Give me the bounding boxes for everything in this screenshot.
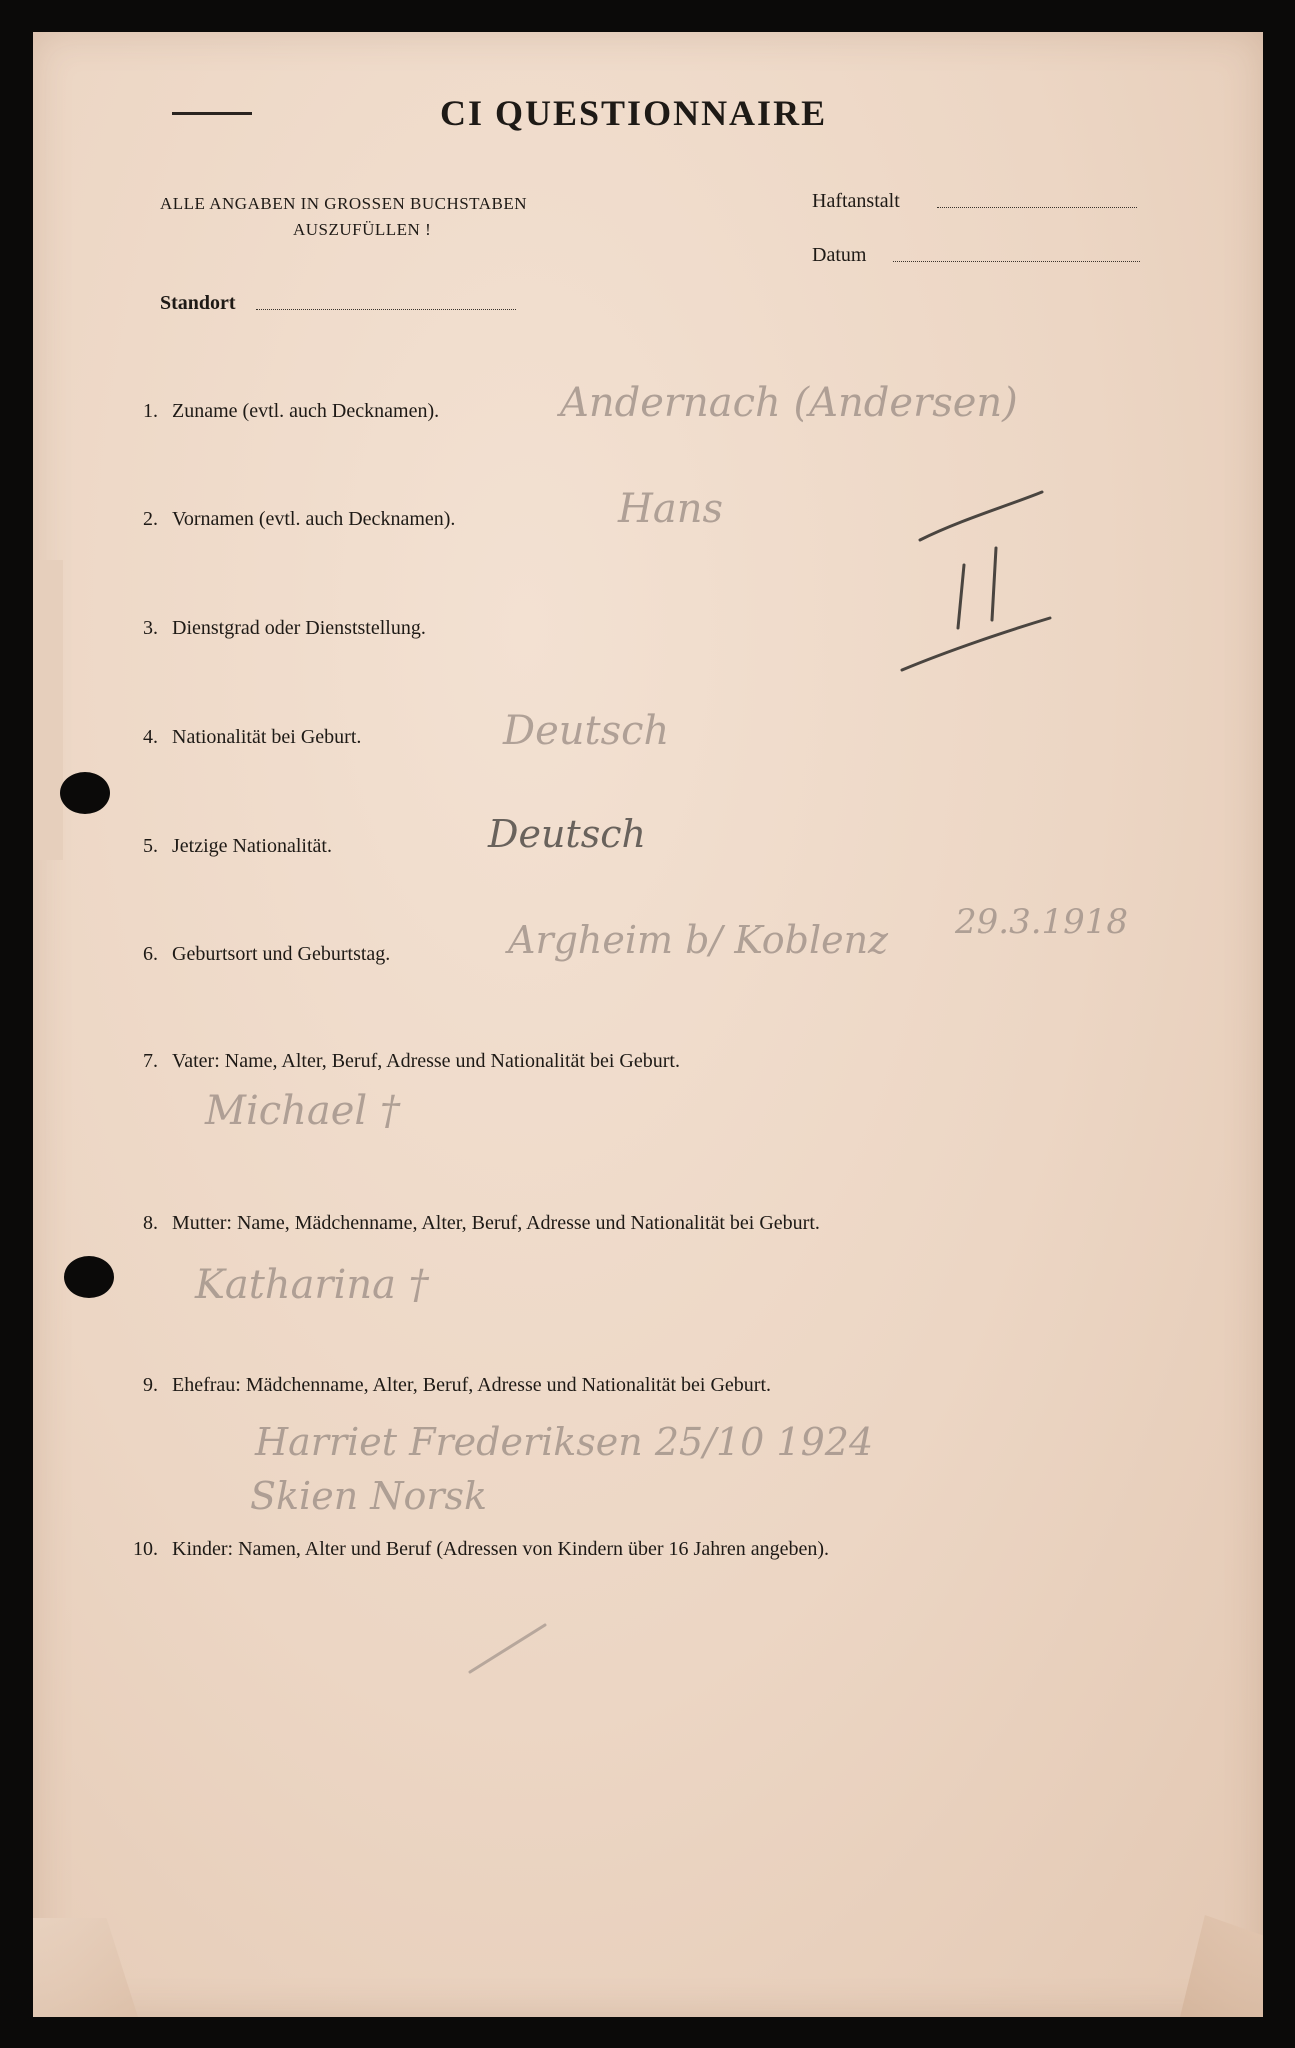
question-number: 8. [143,1212,158,1234]
haftanstalt-label: Haftanstalt [812,190,900,212]
form-title: CI QUESTIONNAIRE [440,93,828,133]
rank-mark-label: II [0,0,1,1]
question-number: 7. [143,1050,158,1072]
question-number: 9. [143,1374,158,1396]
question-text: Jetzige Nationalität. [172,835,332,857]
handwritten-firstname: Hans [618,486,724,532]
question-number: 10. [133,1538,158,1560]
question-text: Mutter: Name, Mädchenname, Alter, Beruf, Adresse und Nationalität bei Geburt. [172,1212,820,1234]
handwritten-surname: Andernach (Andersen) [560,380,1018,426]
instruction-line-2: AUSZUFÜLLEN ! [293,220,432,239]
question-number: 5. [143,835,158,857]
question-text: Nationalität bei Geburt. [172,726,362,748]
handwritten-birth-date: 29.3.1918 [955,902,1129,942]
rank-roman-numeral-mark [902,492,1050,670]
question-number: 3. [143,617,158,639]
handwritten-nationality-current: Deutsch [488,812,646,856]
question-text: Kinder: Namen, Alter und Beruf (Adressen von Kindern über 16 Jahren angeben). [172,1538,830,1560]
children-dash-mark [470,1625,545,1672]
question-text: Zuname (evtl. auch Decknamen). [172,400,440,422]
question-number: 4. [143,726,158,748]
handwritten-father: Michael † [205,1088,400,1134]
handwritten-mother: Katharina † [195,1262,429,1308]
question-text: Vater: Name, Alter, Beruf, Adresse und Nationalität bei Geburt. [172,1050,680,1072]
question-number: 1. [143,400,158,422]
question-number: 6. [143,943,158,965]
standort-label: Standort [160,292,236,314]
handwritten-birth-place: Argheim b/ Koblenz [508,918,889,962]
instruction-line-1: ALLE ANGABEN IN GROSSEN BUCHSTABEN [160,194,527,213]
question-text: Ehefrau: Mädchenname, Alter, Beruf, Adresse und Nationalität bei Geburt. [172,1374,772,1396]
question-number: 2. [143,508,158,530]
handwritten-wife-line-2: Skien Norsk [250,1474,488,1518]
datum-label: Datum [812,244,867,266]
handwritten-nationality-birth: Deutsch [503,708,670,754]
question-text: Dienstgrad oder Dienststellung. [172,617,426,639]
question-text: Geburtsort und Geburtstag. [172,943,391,965]
handwritten-wife-line-1: Harriet Frederiksen 25/10 1924 [255,1420,874,1464]
question-text: Vornamen (evtl. auch Decknamen). [172,508,456,530]
